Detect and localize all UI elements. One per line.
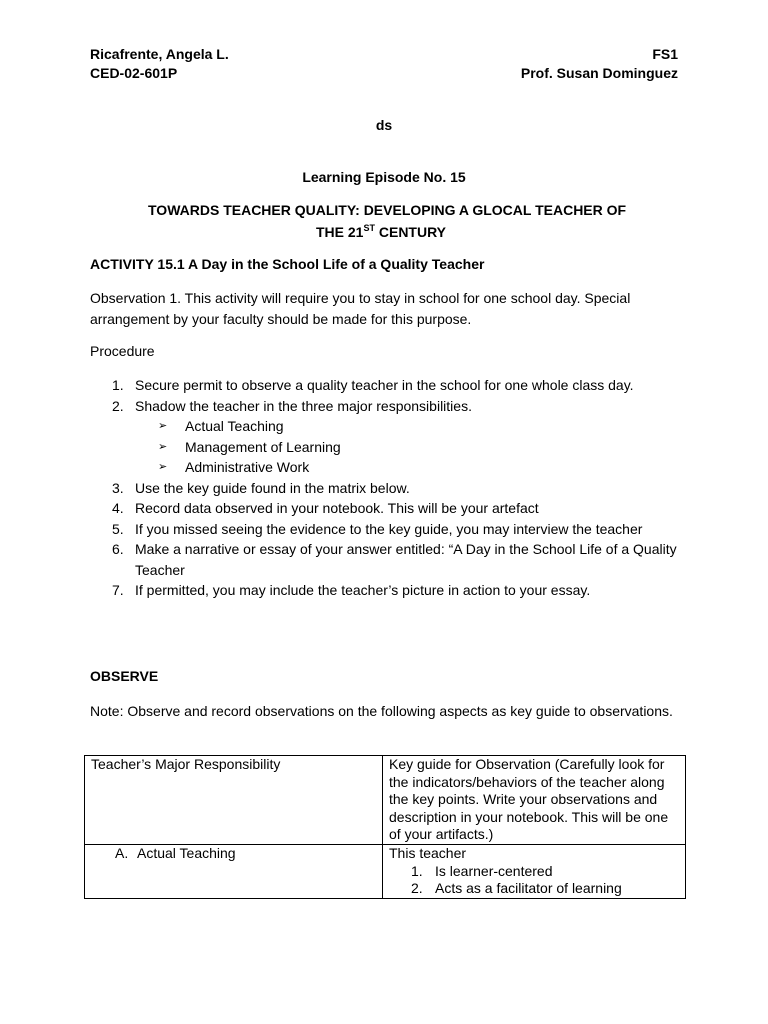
student-name: Ricafrente, Angela L. — [90, 46, 229, 62]
step-number: 5. — [112, 520, 124, 537]
step-number: 7. — [112, 582, 124, 598]
note-paragraph: Note: Observe and record observations on the following aspects as key guide to observations. — [90, 703, 673, 719]
table-row — [85, 844, 686, 898]
sub-item-text: Management of Learning — [185, 438, 341, 455]
stray-text: ds — [375, 117, 393, 133]
sub-item-text: Actual Teaching — [185, 418, 284, 434]
procedure-heading: Procedure — [90, 343, 155, 359]
list-item — [90, 498, 686, 519]
list-item — [90, 478, 686, 499]
episode-title: Learning Episode No. 15 — [302, 169, 466, 185]
indicator-number: 1. — [411, 862, 423, 879]
step-number: 1. — [112, 377, 124, 393]
sub-list-item — [90, 416, 686, 437]
row-intro: This teacher — [389, 844, 467, 861]
arrow-bullet-icon: ➢ — [158, 420, 168, 432]
step-text: Secure permit to observe a quality teacher in the school for one whole class day. — [135, 377, 634, 393]
main-title-line2 — [316, 223, 446, 240]
table-row — [85, 756, 686, 845]
step-text: Shadow the teacher in the three major responsibilities. — [135, 397, 472, 414]
step-text: Make a narrative or essay of your answer entitled: “A Day in the School Life of a Quality Teacher — [135, 541, 677, 578]
step-number: 4. — [112, 500, 124, 516]
main-title-post: CENTURY — [374, 224, 447, 240]
sub-list-item — [90, 437, 686, 458]
list-item — [90, 396, 686, 417]
indicator-text: Acts as a facilitator of learning — [435, 880, 622, 897]
table-header-cell: Teacher’s Major Responsibility — [85, 756, 383, 845]
indicator-number: 2. — [411, 880, 423, 897]
sub-item-text: Administrative Work — [185, 459, 310, 475]
row-label — [91, 845, 378, 863]
indicator-list — [389, 863, 681, 898]
course-code: FS1 — [652, 46, 678, 62]
main-title-superscript: ST — [363, 223, 375, 233]
table-cell — [85, 844, 383, 898]
observation-matrix-table — [84, 755, 686, 899]
table-header-cell: Key guide for Observation (Carefully look for the indicators/behaviors of the teacher along the key points. Write your observations and description in your notebook. This will be one of your artifacts.) — [383, 756, 686, 845]
observation-paragraph: Observation 1. This activity will require you to stay in school for one school day. Special arrangement by your faculty should be made for this purpose. — [90, 290, 631, 327]
list-item — [90, 580, 686, 601]
main-title-line1: TOWARDS TEACHER QUALITY: DEVELOPING A GLOCAL TEACHER OF — [148, 202, 627, 218]
step-text: Use the key guide found in the matrix below. — [135, 479, 410, 496]
row-label-text: Actual Teaching — [137, 844, 236, 861]
activity-title: ACTIVITY 15.1 A Day in the School Life of a Quality Teacher — [90, 256, 485, 272]
list-item — [90, 519, 686, 540]
list-item — [90, 539, 686, 580]
professor-name: Prof. Susan Dominguez — [520, 65, 678, 81]
step-text: If you missed seeing the evidence to the key guide, you may interview the teacher — [135, 520, 643, 537]
step-number: 2. — [112, 397, 124, 414]
indicator-text: Is learner-centered — [435, 862, 553, 879]
row-label-letter: A. — [115, 844, 129, 861]
step-text: If permitted, you may include the teacher’s picture in action to your essay. — [135, 582, 591, 598]
procedure-list — [90, 375, 686, 601]
observe-heading: OBSERVE — [90, 668, 159, 684]
main-title-pre: THE 21 — [316, 224, 364, 240]
list-item — [389, 880, 681, 898]
list-item — [90, 375, 686, 396]
arrow-bullet-icon: ➢ — [158, 440, 168, 453]
arrow-bullet-icon: ➢ — [158, 461, 168, 473]
step-number: 6. — [112, 541, 124, 557]
sub-list-item — [90, 457, 686, 478]
list-item — [389, 863, 681, 881]
step-number: 3. — [112, 479, 124, 496]
page-header — [90, 45, 678, 83]
student-section: CED-02-601P — [90, 65, 178, 81]
step-text: Record data observed in your notebook. This will be your artefact — [135, 500, 539, 516]
table-cell — [383, 844, 686, 898]
